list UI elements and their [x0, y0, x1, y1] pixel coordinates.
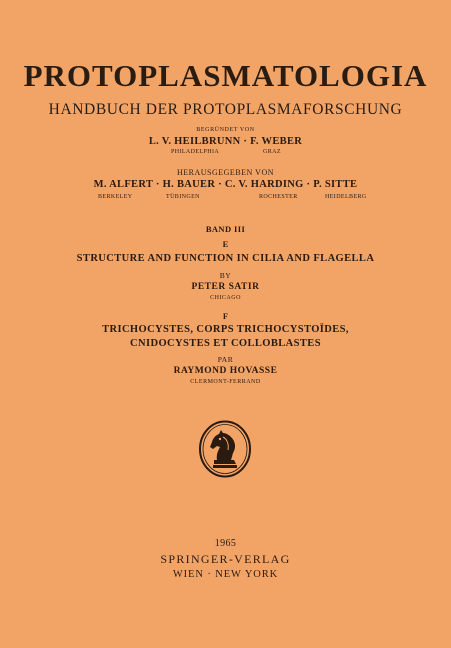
editor-city-heidelberg: HEIDELBERG — [325, 194, 367, 200]
founded-by-label: BEGRÜNDET VON — [196, 127, 255, 133]
part-e-author: PETER SATIR — [191, 282, 260, 292]
springer-knight-chess-piece-icon — [198, 420, 252, 478]
part-f-title-line1: TRICHOCYSTES, CORPS TRICHOCYSTOÏDES, — [102, 324, 349, 335]
part-f-title-line2: CNIDOCYSTES ET COLLOBLASTES — [130, 338, 321, 349]
founder-city-graz: GRAZ — [263, 149, 281, 155]
editor-city-rochester: ROCHESTER — [259, 194, 298, 200]
founder-city-philadelphia: PHILADELPHIA — [171, 149, 220, 155]
publication-year: 1965 — [214, 538, 237, 549]
founders-names: L. V. HEILBRUNN · F. WEBER — [148, 136, 303, 147]
publisher-name: SPRINGER-VERLAG — [160, 552, 291, 566]
part-f-author: RAYMOND HOVASSE — [173, 366, 278, 376]
part-f-author-city: CLERMONT-FERRAND — [190, 379, 261, 385]
series-subtitle: HANDBUCH DER PROTOPLASMAFORSCHUNG — [48, 101, 403, 118]
part-e-title: STRUCTURE AND FUNCTION IN CILIA AND FLAGELLA — [76, 253, 375, 264]
editor-city-berkeley: BERKELEY — [98, 194, 133, 200]
editor-city-tuebingen: TÜBINGEN — [166, 194, 200, 200]
volume-band: BAND III — [205, 224, 246, 234]
part-e-by-label: BY — [219, 271, 232, 280]
part-e-author-city: CHICAGO — [210, 295, 241, 301]
publication-place: WIEN · NEW YORK — [172, 569, 279, 580]
series-title: PROTOPLASMATOLOGIA — [23, 58, 428, 93]
part-f-by-label: PAR — [217, 355, 234, 364]
part-f-letter: F — [222, 311, 229, 321]
edited-by-label: HERAUSGEGEBEN VON — [176, 168, 275, 177]
editors-names: M. ALFERT · H. BAUER · C. V. HARDING · P. SITTE — [93, 179, 358, 190]
part-e-letter: E — [222, 239, 229, 249]
